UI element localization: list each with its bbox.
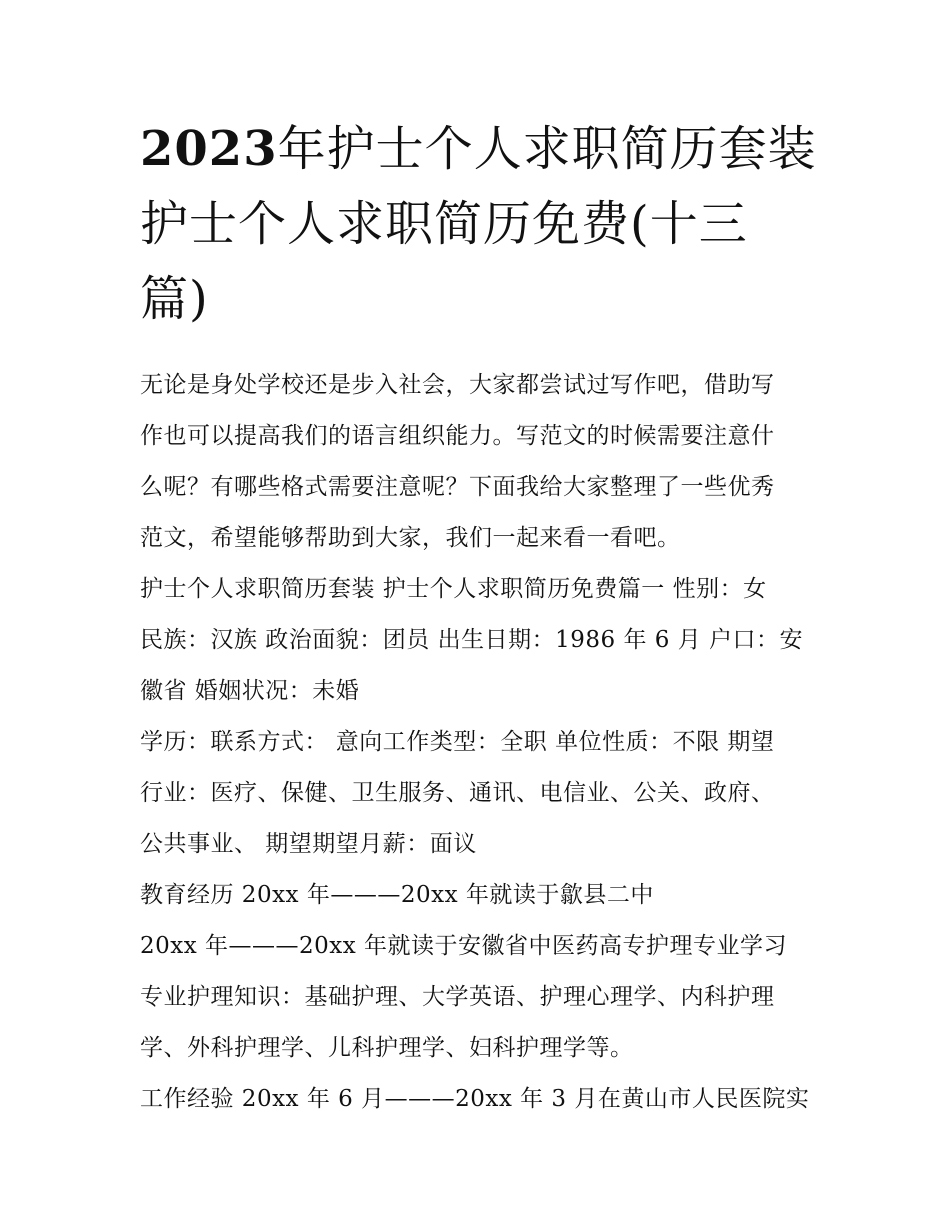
text-line: 学、外科护理学、儿科护理学、妇科护理学等。 [140,1035,634,1061]
document-title [140,112,820,337]
text-line: 民族：汉族 政治面貌：团员 出生日期：1986 年 6 月 户口：安 [140,627,804,653]
text-line: 教育经历 20xx 年———20xx 年就读于歙县二中 [140,882,654,908]
intro-paragraph [140,360,830,564]
title-text: 年护士个人求职简历套装 [277,121,817,177]
education-paragraph-1 [140,870,830,921]
text-line: 学历：联系方式： 意向工作类型：全职 单位性质：不限 期望 [140,729,775,755]
job-intent-paragraph [140,717,830,870]
skills-paragraph [140,972,830,1074]
title-line-2: 护士个人求职简历免费(十三 [140,196,748,252]
title-line-3: 篇) [140,271,209,327]
work-experience-paragraph [140,1074,830,1125]
text-line: 么呢？有哪些格式需要注意呢？下面我给大家整理了一些优秀 [140,474,775,500]
text-line: 范文，希望能够帮助到大家，我们一起来看一看吧。 [140,525,681,551]
personal-info-paragraph [140,564,830,717]
text-line: 公共事业、 期望期望月薪：面议 [140,831,477,857]
document-body [140,360,830,1125]
text-line: 工作经验 20xx 年 6 月———20xx 年 3 月在黄山市人民医院实 [140,1086,810,1112]
education-paragraph-2 [140,921,830,972]
text-line: 无论是身处学校还是步入社会，大家都尝试过写作吧，借助写 [140,372,775,398]
title-line-1 [140,112,820,187]
text-line: 徽省 婚姻状况：未婚 [140,678,360,704]
text-line: 作也可以提高我们的语言组织能力。写范文的时候需要注意什 [140,423,775,449]
text-line: 专业护理知识：基础护理、大学英语、护理心理学、内科护理 [140,984,775,1010]
text-line: 20xx 年———20xx 年就读于安徽省中医药高专护理专业学习 [140,933,788,959]
title-year: 2023 [140,121,278,177]
text-line: 行业：医疗、保健、卫生服务、通讯、电信业、公关、政府、 [140,780,775,806]
text-line: 护士个人求职简历套装 护士个人求职简历免费篇一 性别：女 [140,576,767,602]
